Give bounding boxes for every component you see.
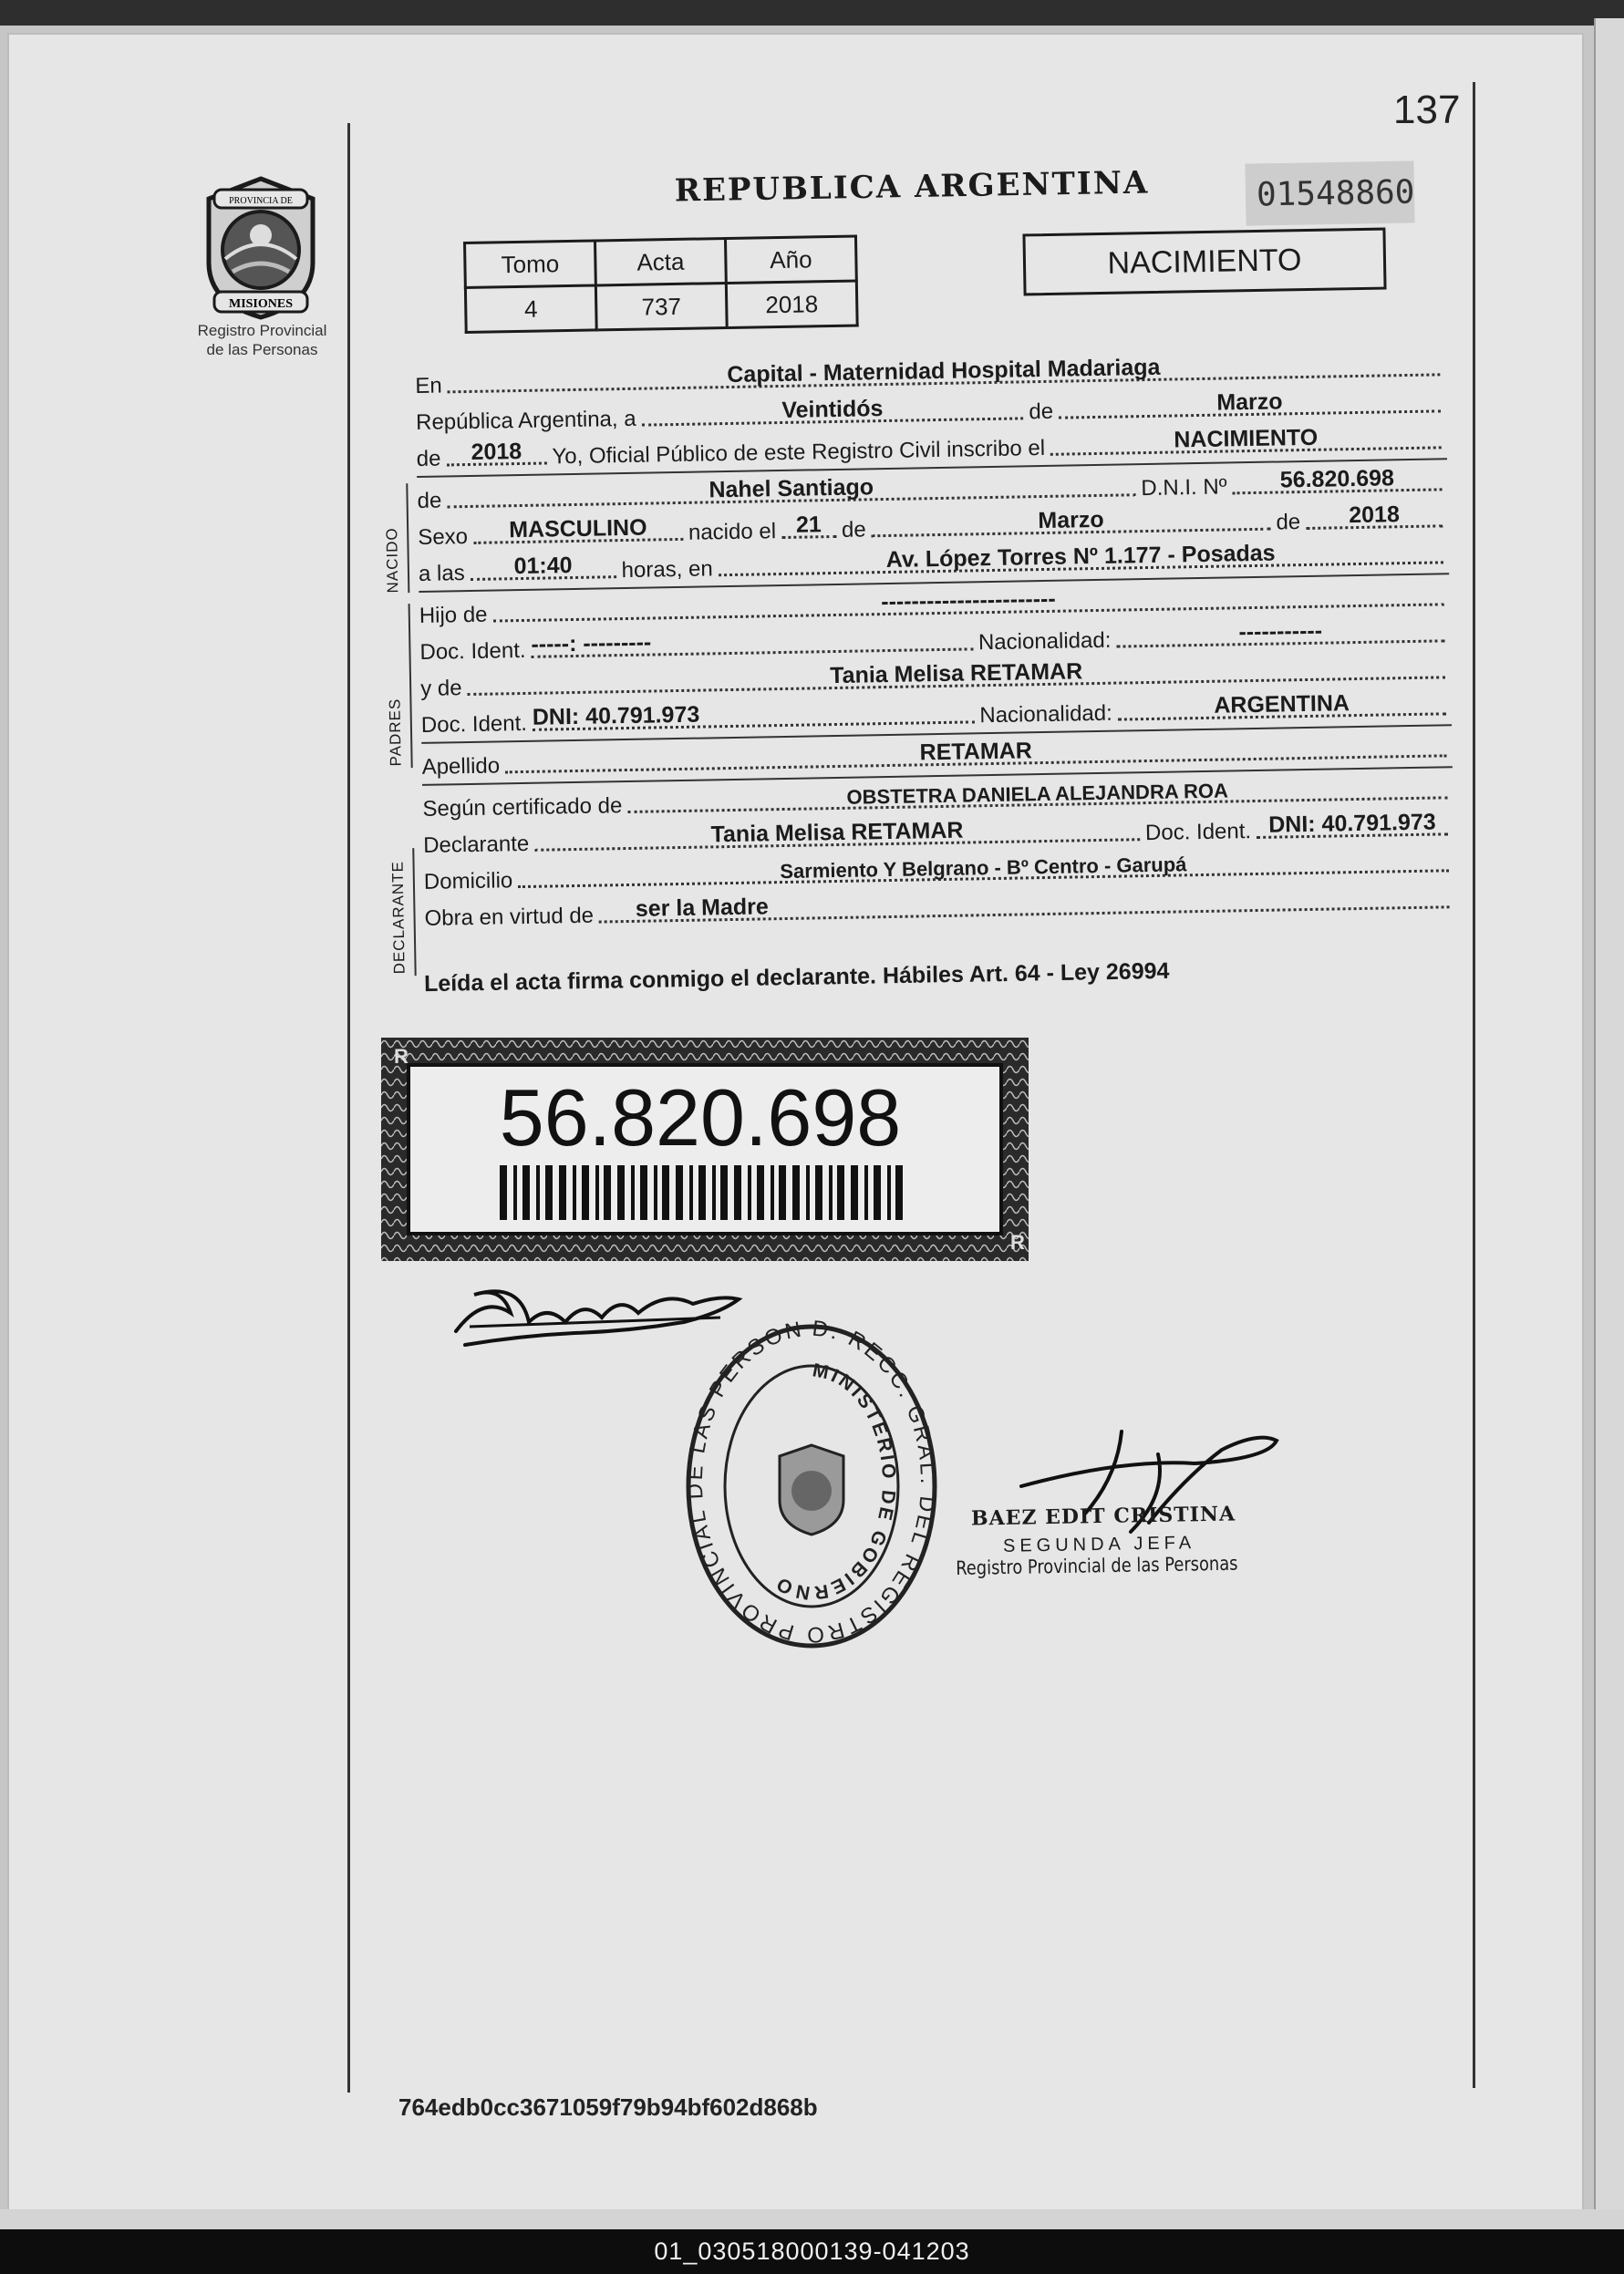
value-dia-nac: 21 [795, 512, 822, 538]
frame-letter: R [394, 1045, 409, 1068]
left-margin-rule [347, 123, 350, 2093]
value-declarante-doc: DNI: 40.791.973 [1267, 809, 1436, 838]
barcode [500, 1165, 903, 1220]
side-label-declarante: DECLARANTE [388, 860, 409, 975]
page-number: 137 [1393, 88, 1461, 132]
stamp-outer-text: D. RECC. GRAL. DEL REGISTRO PROVINCIAL DE LAS PERSON [682, 1318, 941, 1648]
anio-value: 2018 [726, 281, 857, 327]
value-domicilio-nac: Av. López Torres Nº 1.177 - Posadas [885, 540, 1276, 574]
value-anio-nac: 2018 [1348, 501, 1401, 529]
value-apellido: RETAMAR [919, 738, 1032, 766]
acta-value: 737 [595, 283, 727, 329]
anio-header: Año [725, 236, 856, 283]
dni-security-label [381, 1038, 1029, 1261]
label-nacionalidad: Nacionalidad: [978, 627, 1112, 656]
issuer-caption [173, 321, 351, 359]
value-padre: ----------------------- [880, 585, 1056, 615]
tomo-header: Tomo [465, 241, 596, 287]
signatory-org: Registro Provincial de las Personas [956, 1552, 1238, 1579]
closing-statement: Leída el acta firma conmigo el declarante. Hábiles Art. 64 - Ley 26994 [423, 957, 1170, 997]
document-hash: 764edb0cc3671059f79b94bf602d868b [398, 2093, 818, 2121]
value-sexo: MASCULINO [508, 514, 647, 543]
label-nacido-el: nacido el [688, 519, 777, 545]
logo-text-top: PROVINCIA DE [229, 196, 293, 206]
label-apellido: Apellido [421, 753, 501, 780]
value-madre-doc: DNI: 40.791.973 [532, 701, 700, 730]
adjacent-page-edge [1594, 18, 1624, 2225]
label-doc-ident: Doc. Ident. [419, 637, 526, 665]
label-y-de: y de [419, 676, 462, 701]
dni-label-number: 56.820.698 [499, 1072, 902, 1163]
label-yo: Yo, Oficial Público de este Registro Civil inscribo el [552, 435, 1046, 470]
label-de-2: de [416, 446, 441, 471]
label-de: de [1029, 398, 1054, 425]
tomo-value: 4 [465, 285, 596, 332]
issuer-line-2: de las Personas [206, 341, 318, 358]
footer-id: 01_030518000139-041203 [654, 2238, 970, 2265]
label-de-3: de [417, 488, 442, 513]
label-dni-no: D.N.I. Nº [1141, 474, 1227, 501]
value-tipo: NACIMIENTO [1174, 424, 1319, 453]
value-dia-letras: Veintidós [781, 396, 884, 423]
label-de-5: de [1276, 510, 1301, 535]
official-stamp [679, 1318, 944, 1655]
value-mes-nac: Marzo [1038, 506, 1104, 534]
value-madre: Tania Melisa RETAMAR [830, 658, 1083, 689]
right-margin-rule [1473, 82, 1475, 2088]
value-lugar: Capital - Maternidad Hospital Madariaga [727, 354, 1161, 388]
value-obra: ser la Madre [635, 894, 770, 922]
label-horas-en: horas, en [621, 556, 713, 584]
stamp-emblem-icon [780, 1445, 843, 1535]
value-anio: 2018 [471, 438, 522, 465]
value-dni: 56.820.698 [1279, 465, 1395, 493]
signatory-role: SEGUNDA JEFA [1002, 1533, 1196, 1556]
label-nacionalidad-2: Nacionalidad: [979, 700, 1113, 729]
value-declarante: Tania Melisa RETAMAR [710, 817, 964, 848]
registry-table [463, 234, 859, 334]
logo-text-bottom: MISIONES [228, 297, 294, 311]
signatory-name: BAEZ EDIT CRISTINA [970, 1502, 1236, 1531]
label-sexo: Sexo [418, 524, 469, 550]
label-a-las: a las [418, 561, 465, 586]
act-type-box: NACIMIENTO [1022, 228, 1386, 296]
label-obra: Obra en virtud de [424, 903, 595, 931]
side-label-padres: PADRES [386, 698, 405, 767]
label-doc-ident-2: Doc. Ident. [420, 710, 528, 738]
value-nombre: Nahel Santiago [709, 474, 874, 503]
value-certificado: OBSTETRA DANIELA ALEJANDRA ROA [846, 779, 1229, 809]
value-madre-nac: ARGENTINA [1214, 690, 1350, 718]
label-republica: República Argentina, a [415, 406, 636, 435]
value-padre-doc: -----: --------- [531, 629, 652, 657]
label-en: En [415, 373, 443, 398]
serial-number: 01548860 [1256, 173, 1415, 214]
acta-header: Acta [595, 238, 727, 284]
label-hijo-de: Hijo de [419, 602, 488, 628]
value-domicilio: Sarmiento Y Belgrano - Bº Centro - Garupá [780, 853, 1187, 884]
label-segun: Según certificado de [422, 793, 623, 822]
value-mes: Marzo [1216, 388, 1283, 416]
lower-page-edge [0, 2209, 1624, 2229]
province-seal-logo [196, 175, 326, 321]
label-declarante: Declarante [422, 831, 530, 858]
label-domicilio: Domicilio [423, 868, 513, 894]
label-doc-ident-3: Doc. Ident. [1144, 819, 1252, 846]
label-de-4: de [841, 517, 866, 543]
issuer-line-1: Registro Provincial [197, 322, 327, 339]
side-label-nacido: NACIDO [383, 527, 402, 594]
stamp-inner-text: MINISTERIO DE GOBIERNO [771, 1359, 900, 1604]
document-title: REPUBLICA ARGENTINA [674, 164, 1150, 210]
value-padre-nac: ----------- [1238, 617, 1323, 646]
frame-letter: R [1010, 1231, 1025, 1254]
certificate-form [383, 346, 1455, 975]
value-hora: 01:40 [513, 553, 573, 580]
